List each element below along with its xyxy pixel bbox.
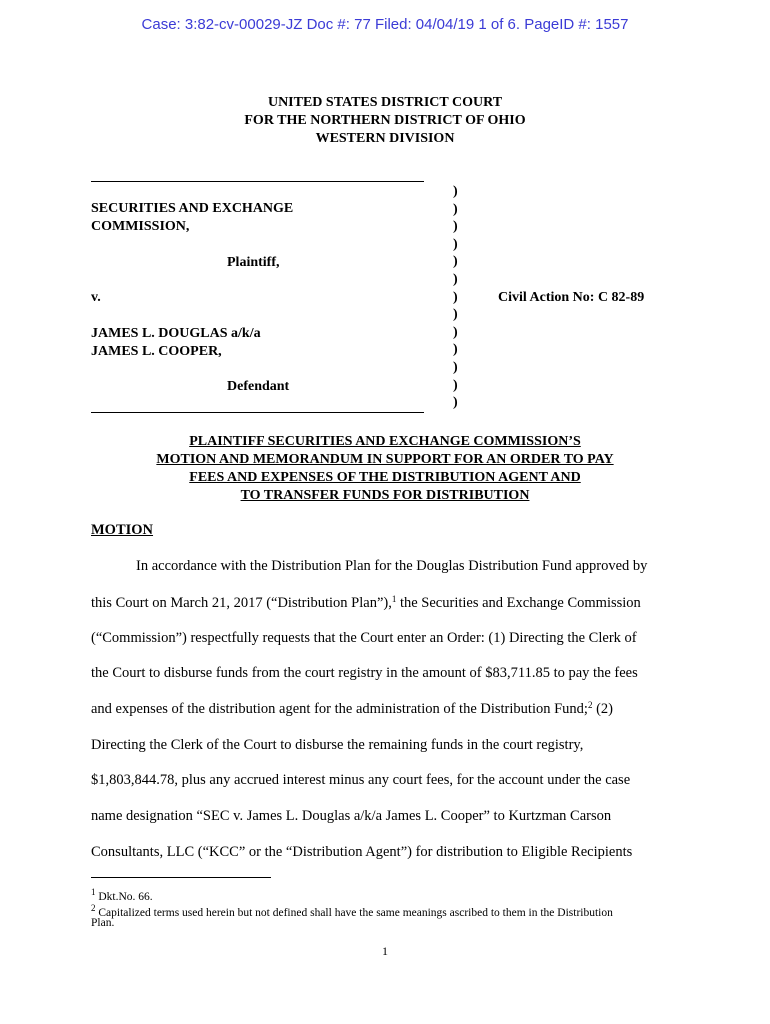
footnote-2-continued: Plan. bbox=[91, 917, 115, 929]
page-number: 1 bbox=[382, 944, 388, 958]
court-heading-line-1: UNITED STATES DISTRICT COURT bbox=[267, 95, 503, 110]
body-line-5-a: and expenses of the distribution agent for the administration of the Distribution Fund; bbox=[91, 701, 588, 717]
body-line-8: name designation “SEC v. James L. Douglas a/k/a James L. Cooper” to Kurtzman Carson bbox=[91, 808, 612, 824]
court-heading bbox=[0, 94, 770, 148]
body-line-4: the Court to disburse funds from the court registry in the amount of $83,711.85 to pay the fees bbox=[91, 665, 638, 681]
paren: ) bbox=[453, 395, 458, 411]
caption-top-rule bbox=[91, 181, 424, 182]
plaintiff-name-line-1: SECURITIES AND EXCHANGE bbox=[91, 201, 294, 216]
paren: ) bbox=[453, 219, 458, 235]
footnote-1-marker: 1 bbox=[91, 887, 96, 897]
body-line-9: Consultants, LLC (“KCC” or the “Distribution Agent”) for distribution to Eligible Recipients bbox=[91, 844, 633, 860]
caption-parentheses bbox=[453, 183, 458, 412]
section-heading-motion: MOTION bbox=[91, 522, 154, 538]
document-title-line-3: FEES AND EXPENSES OF THE DISTRIBUTION AGENT AND bbox=[189, 470, 581, 485]
versus: v. bbox=[91, 290, 101, 305]
paren: ) bbox=[453, 184, 458, 199]
footnote-ref-2[interactable]: 2 bbox=[587, 700, 593, 710]
paren: ) bbox=[453, 324, 458, 340]
footnote-2 bbox=[91, 901, 613, 921]
body-line-5 bbox=[91, 700, 613, 718]
court-heading-line-3: WESTERN DIVISION bbox=[315, 131, 455, 146]
body-line-7: $1,803,844.78, plus any accrued interest minus any court fees, for the account under the case bbox=[91, 772, 631, 788]
document-title-line-2: MOTION AND MEMORANDUM IN SUPPORT FOR AN ORDER TO PAY bbox=[156, 452, 614, 467]
paren: ) bbox=[453, 377, 458, 393]
body-line-3: (“Commission”) respectfully requests that the Court enter an Order: (1) Directing the Clerk of bbox=[91, 630, 637, 646]
defendant-name-line-1: JAMES L. DOUGLAS a/k/a bbox=[91, 326, 261, 341]
paren: ) bbox=[453, 271, 458, 287]
footnote-separator bbox=[91, 877, 271, 878]
civil-action-number: Civil Action No: C 82-89 bbox=[498, 290, 645, 305]
plaintiff-role: Plaintiff, bbox=[227, 255, 280, 270]
paren: ) bbox=[453, 342, 458, 358]
paren: ) bbox=[453, 307, 458, 323]
paren: ) bbox=[453, 289, 458, 305]
case-header-stamp: Case: 3:82-cv-00029-JZ Doc #: 77 Filed: 04/04/19 1 of 6. PageID #: 1557 bbox=[141, 16, 629, 33]
paren: ) bbox=[453, 236, 458, 252]
body-line-2 bbox=[91, 594, 641, 612]
paren: ) bbox=[453, 359, 458, 375]
document-title bbox=[0, 433, 770, 505]
paren: ) bbox=[453, 201, 458, 217]
caption-bottom-rule bbox=[91, 412, 424, 413]
body-line-2-a: this Court on March 21, 2017 (“Distribution Plan”), bbox=[91, 595, 392, 611]
plaintiff-name-line-2: COMMISSION, bbox=[91, 219, 190, 234]
footnote-ref-1[interactable]: 1 bbox=[391, 594, 397, 604]
document-title-line-4: TO TRANSFER FUNDS FOR DISTRIBUTION bbox=[240, 488, 530, 503]
footnote-2-marker: 2 bbox=[91, 903, 96, 913]
body-line-1: In accordance with the Distribution Plan for the Douglas Distribution Fund approved by bbox=[136, 558, 648, 574]
footnote-2-text-line-1: Capitalized terms used herein but not defined shall have the same meanings ascribed to them in the Distribution bbox=[95, 907, 613, 919]
footnote-1-text: Dkt.No. 66. bbox=[95, 891, 153, 903]
defendant-name-line-2: JAMES L. COOPER, bbox=[91, 344, 222, 359]
document-title-line-1: PLAINTIFF SECURITIES AND EXCHANGE COMMISSION’S bbox=[189, 434, 581, 449]
body-line-5-b: (2) bbox=[592, 701, 613, 717]
body-line-6: Directing the Clerk of the Court to disburse the remaining funds in the court registry, bbox=[91, 737, 584, 753]
defendant-role: Defendant bbox=[227, 379, 290, 394]
body-line-2-b: the Securities and Exchange Commission bbox=[396, 595, 641, 611]
paren: ) bbox=[453, 254, 458, 270]
court-heading-line-2: FOR THE NORTHERN DISTRICT OF OHIO bbox=[244, 113, 526, 128]
